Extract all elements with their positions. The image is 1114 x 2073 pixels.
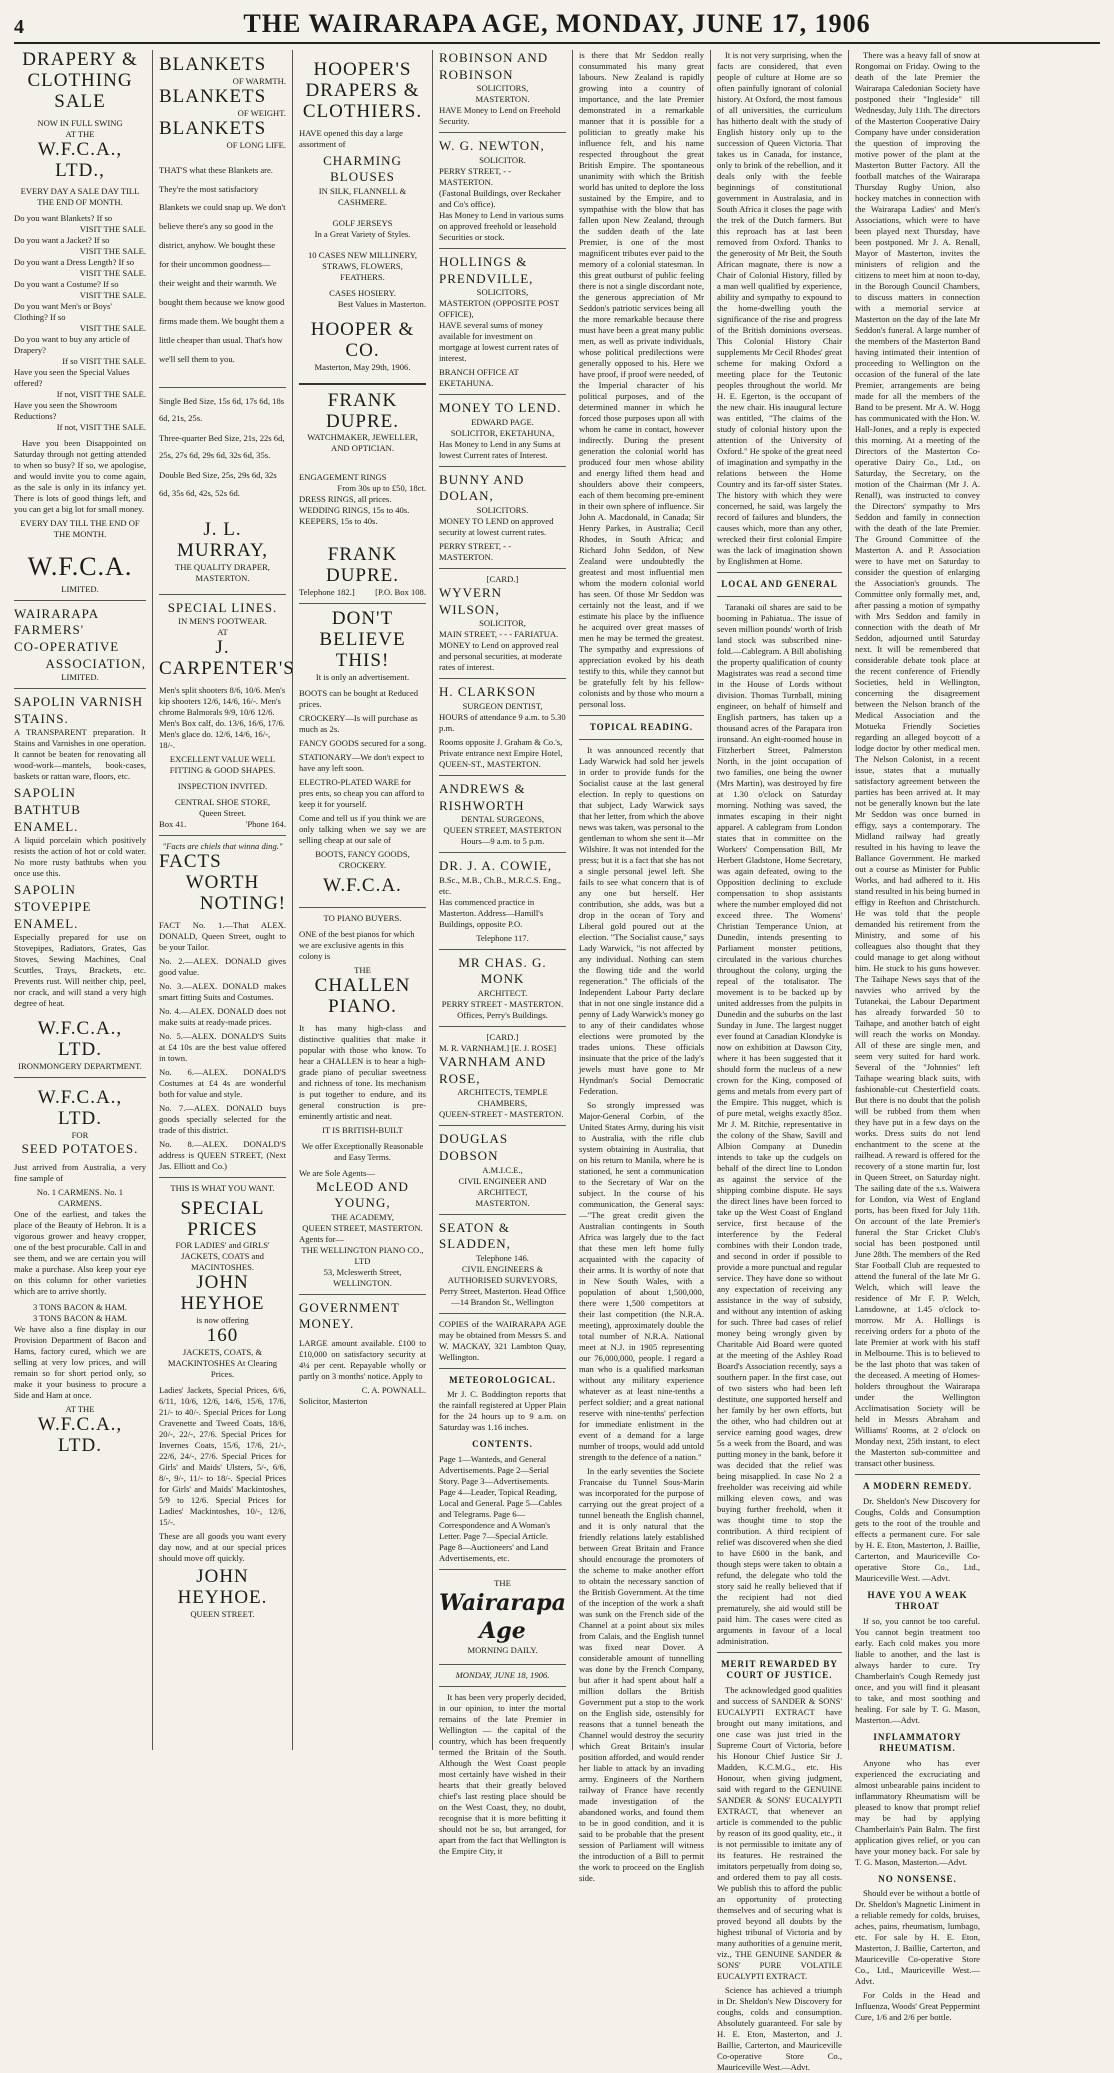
facts-quote: "Facts are chiels that winna ding." — [162, 840, 283, 851]
wyvern-wilson: WYVERN WILSON, — [439, 585, 503, 617]
local-general-heading: LOCAL AND GENERAL — [721, 579, 838, 589]
seed-text-2: One of the earliest, and takes the place of the Beauty of Hebron. It is a vigorous grower and heavy cropper, one of the best procurable. Call in and see them, and we are certain you will make a purchase. Also keep your eye on this column for other varieties which are to arrive shortly. — [14, 1209, 146, 1297]
silk-flannel: IN SILK, FLANNELL & CASHMERE. — [318, 185, 407, 207]
seaton-sub: CIVIL ENGINEERS & AUTHORISED SURVEYORS, — [447, 1263, 558, 1285]
column-6 — [710, 50, 848, 2072]
is-now-offering: is now offering — [196, 1315, 249, 1326]
topical-text-1: It was announced recently that Lady Warwick had sold her jewels in order to provide funds for the Socialist cause at the last general election. In reply to questions on that subject, Lady Warwick says that her letter, from which the above news was taken, was personal to the gentleman to whom she sent it—Mr Wilshire. It was not intended for the press; but it is a fact that she has not a single personal jewel left. She fails to see what concern that is of any one but herself. Her contribution, she adds, was but a drop in the ocean of Tory and Liberal gold poured out at the election. "The Socialist cause," says Lady Warwick, "is not affected by any individual. Nothing can stem the flowing tide and the world regeneration." The officials of the Independent Labour Party declare that in not one single instance did a penny of Lady Warwick's money go to any of their candidates whose elections were promoted by the trades unions. These officials insinuate that the price of the lady's jewels must have gone to Mr Hyndman's Social Democratic Federation. — [579, 744, 704, 1096]
of-warmth: OF WARMTH. — [232, 75, 286, 86]
farmers-label: FARMERS' — [14, 622, 85, 638]
blankets-3: BLANKETS — [159, 117, 267, 139]
facts-heading: FACTS — [159, 850, 222, 872]
seaton-telephone: Telephone 146. — [476, 1252, 529, 1263]
wfca-logo: W.F.C.A. — [27, 552, 133, 582]
hollings-branch: BRANCH OFFICE AT EKETAHUNA. — [439, 367, 519, 389]
blankets-1: BLANKETS — [159, 54, 267, 75]
footwear-list: Men's split shooters 8/6, 10/6. Men's kip shooters 12/6, 14/6, 16/-. Men's chrome Balmorals 9/9, 10/6 12/6. Men's Box calf, do. 13/6, 16/6, 17/6. Men's glace do. 12/6, 14/6, 16/-, 18/-. — [159, 684, 286, 750]
newton-perry: PERRY STREET, - - MASTERTON. — [439, 165, 512, 187]
column-3 — [292, 50, 432, 1750]
newton-solicitor: SOLICITOR. — [479, 154, 526, 165]
clarkson-rooms: Rooms opposite J. Graham & Co.'s, Private entrance next Empire Hotel, QUEEN-ST., MASTERTON. — [439, 736, 563, 769]
weak-throat-text: If so, you cannot be too careful. You cannot begin treatment too early. Each cold makes you more liable to another, and the last is always harder to cure. Try Chamberlain's Cough Remedy just once, and you will find it pleasant to take, and most soothing and healing. For sale by T. G. Mason, Masterton.—Advt. — [855, 1615, 980, 1725]
sapolin-varnish-text: A TRANSPARENT preparation. It Stains and Varnishes in one operation. It cannot be beaten for renovating all wood-work—mantels, book-cases, baskets or rattan ware, floors, etc. — [14, 727, 146, 782]
robinson-solicitors: SOLICITORS, — [476, 83, 529, 94]
fact-3: No. 3.—ALEX. DONALD makes smart fitting Suits and Costumes. — [159, 980, 286, 1002]
wyvern-text: MONEY to Lend on approved real and personal securities, at moderate rates of interest. — [439, 640, 562, 673]
newton-address: (Fastonal Buildings, over Reckaher and Co's office). — [439, 187, 561, 209]
merit-text-2: Science has achieved a triumph in Dr. Sheldon's New Discovery for coughs, colds and consumption. Absolutely guaranteed. For sale by H. E. Eton, Masterton, and J. Baillie, Carterton, and Mauriceville Co-operative Store Co., Mauriceville West.—Advt. — [717, 1984, 842, 2072]
charming-blouses: CHARMING BLOUSES — [323, 152, 402, 185]
worth-heading: WORTH — [185, 871, 260, 893]
column-7 — [848, 50, 986, 2023]
visit-1: VISIT THE SALE. — [79, 224, 146, 235]
heyhoe-name: JOHN HEYHOE — [180, 1272, 265, 1315]
fact-2: No. 2.—ALEX. DONALD gives good value. — [159, 955, 286, 977]
topical-text-3: In the early seventies the Societe Francaise du Tunnel Sous-Marin was incorporated for the purpose of carrying out the great project of a tunnel beneath the English channel, and it is only natural that the friendly relations lately established between Great Britain and France should encourage the promoters of the scheme to make another effort to obtain the necessary sanction of the British Government. At the time of the inception of the work a shaft was sunk on the French side of the Channel at a point about six miles from Calais, and the English tunnel was fixed near Dover. A considerable amount of tunnelling was done by the French Company, but after it had spent about half a million dollars the British Government put a stop to the work on the English side, ostensibly for reasons that a tunnel beneath the Channel would destroy the security which Great Britain's insular position afforded, and would render her liable to attack by an invading army. Engineers of the Northern railway of France have recently made investigation of the abandoned works, and found them to be in good condition, and it is said to be probable that the present session of Parliament will witness the introduction of a Bill to permit the work to proceed on the English side. — [579, 1465, 704, 1883]
dobson-amice: A.M.I.C.E., — [482, 1164, 523, 1175]
hollings-text: HAVE several sums of money available for investment on mortgage at lowest current rates of interest. — [439, 320, 559, 364]
sizes-three-quarter: Three-quarter Bed Size, 21s, 22s 6d, 25s, 27s 6d, 29s 6d, 32s 6d, 35s. — [159, 433, 285, 461]
monk-address: PERRY STREET - MASTERTON. Offices, Perry's Buildings. — [441, 999, 564, 1020]
golf-sub: In a Great Variety of Styles. — [314, 228, 411, 239]
inspection-invited: INSPECTION INVITED. — [177, 780, 268, 791]
dont-believe: DON'T BELIEVE THIS! — [319, 608, 406, 672]
wfca-col3: W.F.C.A. — [323, 874, 402, 896]
seed-text: Just arrived from Australia, a very fine sample of — [14, 1162, 146, 1184]
architect-label: ARCHITECT. — [477, 988, 528, 998]
bunny-text: MONEY TO LEND on approved security at lowest current rates. — [439, 516, 554, 537]
academy-address: QUEEN STREET, MASTERTON. — [302, 1222, 423, 1233]
electro-line: ELECTRO-PLATED WARE for pres ents, so cheap you can afford to keep it for yourself. — [299, 776, 425, 809]
wfca-seed-title: W.F.C.A., LTD. — [37, 1087, 123, 1129]
contents-heading: CONTENTS. — [472, 1439, 533, 1450]
wellington-label: WELLINGTON. — [333, 1277, 392, 1288]
question-7-answer: If not, VISIT THE SALE. — [56, 389, 146, 400]
andrews-address: QUEEN STREET, MASTERTON — [443, 825, 562, 836]
sapolin-bathtub-text: A liquid porcelain which positively resists the action of hot or cold water. No more rusty bathtubs when you once use this. — [14, 835, 146, 879]
millinery: 10 CASES NEW MILLINERY, STRAWS, FLOWERS, FEATHERS. — [307, 249, 418, 282]
of-long-life: OF LONG LIFE. — [226, 139, 286, 150]
copies-notice: COPIES of the WAIRARAPA AGE may be obtained from Messrs S. and W. MACKAY, 321 Lambton Quay, Wellington. — [439, 1318, 566, 1362]
modern-remedy-heading: A MODERN REMEDY. — [863, 1481, 972, 1491]
cowie-title: DR. J. A. COWIE, — [439, 858, 553, 874]
wfca-title: W.F.C.A., LTD., — [37, 138, 123, 181]
clarkson-title: H. CLARKSON — [439, 684, 536, 700]
dress-rings: DRESS RINGS, all prices. — [299, 494, 392, 505]
question-7: Have you seen the Special Values offered? — [14, 367, 130, 389]
special-lines: SPECIAL LINES. — [167, 599, 278, 615]
limited-label-2: LIMITED. — [61, 672, 99, 683]
queen-street-label: Queen Street. — [199, 807, 246, 818]
question-4: Do you want a Costume? If so — [14, 279, 119, 290]
page-text: Has Money to Lend in any Sums at lowest Current rates of Interest. — [439, 438, 561, 460]
merit-heading: MERIT REWARDED BY COURT OF JUSTICE. — [721, 1658, 838, 1681]
piano-text-2: It has many high-class and distinctive qualities that make it popular with those who know. To hear a CHALLEN is to hear a high-grade piano of peculiar sweetness and richness of tone. Its mechanism is put together to endure, and its general construction is pre-eminently artistic and neat. — [299, 1022, 426, 1121]
civil-engineer: CIVIL ENGINEER AND ARCHITECT, — [458, 1175, 547, 1197]
bunny-perry: PERRY STREET, - - MASTERTON. — [439, 541, 512, 562]
dobson-title: DOUGLAS DOBSON — [439, 1131, 509, 1163]
sapolin-stovepipe-heading: SAPOLIN STOVEPIPE ENAMEL. — [14, 882, 92, 931]
wyvern-main-st: MAIN STREET, - - - FARIATUA. — [439, 629, 559, 640]
column-4 — [432, 50, 572, 1857]
bacon-heading-2: 3 TONS BACON & HAM. — [33, 1313, 127, 1324]
age-logo: Wairarapa Age — [439, 1589, 566, 1644]
question-5: Do you want Men's or Boys' Clothing? If so — [14, 301, 112, 323]
local-news-text: There was a heavy fall of snow at Rongomai on Friday. Owing to the death of the late Premier the Wairarapa Caledonian Society have postponed their "Ingleside" till Wednesday, July 11th. The directors of the Masterton Cooperative Dairy Company have under consideration the question of improving the motive power of the plant at the Masterton Butter Factory. All the football matches of the Wairarapa Thursday Rugby Union, also hockey matches in connection with the Wairarapa Ladies' and Men's Associations, which were to have been played next Thursday, have been postponed. Mr J. A. Renall, Mayor of Masterton, invites the ministers of religion and the citizens to meet him at noon to-day, in the Borough Council Chambers, to discuss matters in connection with a memorial service at Masterton on the day of the late Mr Seddon's funeral. A large number of the members of the Masterton Band having intimated their intention of proceeding to Wellington on the occasion of the funeral of the late Premier, arrangements are being made for all the members of the Band to be present. Mr A. W. Hogg has communicated with the Hon. W. Hall-Jones, and a reply is expected this morning. At a meeting of the Directors of the Masterton Co-operative Dairy Co., Ltd., on Saturday, the Secretary, on the motion of the Chairman (Mr J. A. Renall), was instructed to convey the Directors' sympathy to Mrs Seddon and family in connection with the death of the late Premier. The Ground Committee of the Masterton A. and P. Association were to have met on Saturday to consider the question of enlarging the Association's grounds. The Committee only formally met, and, after passing a motion of sympathy with Mrs Seddon and family in connection with the death of Mr Seddon, adjourned until Saturday next. It will be remembered that considerable debate took place at the recent conference of Friendly Societies, held in Wellington, concerning the disagreement between the Nelson branch of the Medical Association and the Motueka Friendly Societies regarding an alleged boycott of a lodge doctor by other medical men. The Nelson Colonist, in a recent issue, states that a mutually satisfactory agreement between the parties has been arrived at. It may not be generally known but the late Mr Seddon was once burned in effigy, says a contemporary. The Midland railway had greatly resulted in his having to leave the Ballance Government. He marked out a course as Minister for Public Works, and had adhered to it. His stand resulted in his being burned in effigy in Reefton and Christchurch. He was told that the people demanded his retirement from the Ministry, and some of his colleagues also thought that they could manage to get along without him. He stuck to his guns however. The Taihape News says that of the navvies who arrived by the Tutanekai, the Labour Department has already forwarded 50 to Taihape, and another batch of eight will reach the works on Monday. All of these are single men, and seem very suited for hard work. Several of the "Johnnies" left Taihape wearing black suits, with fashionable-cut Chesterfield coats. But there is no doubt that the polish will be rubbed from them when they have put in a few days on the works. Dress suits do not lend enchantment to the scene at the railhead. A reward is offered for the recovery of a stone martin fur, lost in Queen Street, on Saturday night. The sailing date of the s.s. Waiwera for London, via West of England ports, has been fixed for July 11th. On account of the late Premier's funeral the Star Cricket Club's social has been postponed until June 28th. The members of the Red Star Football Club are requested to attend the funeral of the late Mr G. Welch, which will leave the residence of Mr F. P. Welch, Lansdowne, at 1.45 o'clock to-morrow. Mr A. Hollings is receiving orders for a photo of the late Premier at work with his staff in Melbourne. This is to believed to be the last photo that was taken of the deceased. A meeting of Homes-holders throughout the Wairarapa under the Wellington Acclimatisation Society will be held in Messrs Abraham and Williams' Rooms, at 2 o'clock on Monday next, 25th instant, to elect the Masterton sub-committee and transact other business. — [855, 50, 980, 1468]
no-nonsense-text: Should ever be without a bottle of Dr. Sheldon's Magnetic Liniment in a reliable remedy for colds, bruises, aches, pains, rheumatism, lumbago, etc. For sale by H. E. Eton, Masterton, J. Baillie, Carterton, and Mauriceville Co-operative Store Co., Ltd., Mauriceville West.—Advt. — [855, 1888, 980, 1987]
bunny-dolan: BUNNY AND DOLAN, — [439, 471, 525, 504]
dental-surgeons: DENTAL SURGEONS, — [460, 814, 545, 825]
seaton-address: Perry Street, Masterton. Head Office—14 Brandon St., Wellington — [439, 1285, 566, 1307]
sole-agents: We are Sole Agents— — [299, 1167, 375, 1178]
contents-list: Page 1—Wanteds, and General Advertisements. Page 2—Serial Story. Page 3—Advertisements. Page 4—Leader, Topical Reading, Local and General. Page 5—Cables and Telegrams. Page 6—Correspondence and A Woman's Letter. Page 7—Special Article. Page 8—Auctioneers' and Land Advertisements, etc. — [439, 1453, 562, 1563]
clarkson-hours: HOURS of attendance 9 a.m. to 5.30 p.m. — [439, 711, 566, 733]
weak-throat-heading: HAVE YOU A WEAK THROAT — [867, 1589, 968, 1612]
bacon-heading: 3 TONS BACON & HAM. — [33, 1302, 127, 1313]
wyvern-solicitor: SOLICITOR, — [479, 618, 526, 629]
page-solicitor: SOLICITOR, EKETAHUNA, — [450, 427, 555, 438]
golf-jerseys: GOLF JERSEYS — [332, 217, 393, 228]
hooper-date: Masterton, May 29th, 1906. — [314, 361, 411, 372]
carpenter-name: J. CARPENTER'S — [159, 637, 295, 680]
fact-7: No. 7.—ALEX. DONALD buys goods specially selected for the trade of this district. — [159, 1102, 286, 1135]
masthead — [14, 10, 1100, 44]
wairarapa-label: WAIRARAPA — [14, 605, 100, 621]
robinson-town: MASTERTON. — [475, 94, 530, 105]
monk-title: MR CHAS. G. MONK — [458, 954, 547, 987]
hosiery: CASES HOSIERY. — [329, 287, 396, 298]
bacon-text: We have also a fine display in our Provision Department of Bacon and Hams, factory cured, which we are selling at very low prices, and will remain so for short period only, so make it your business to procure a Side and Ham at once. — [14, 1324, 146, 1401]
mens-footwear: IN MEN'S FOOTWEAR. — [178, 616, 267, 627]
seed-potatoes-heading: SEED POTATOES. — [21, 1140, 139, 1156]
special-heading: SPECIAL — [180, 1197, 265, 1219]
topical-reading-heading: TOPICAL READING. — [589, 722, 694, 732]
boots-line: BOOTS can be bought at Reduced prices. — [299, 687, 419, 709]
hollings-address: MASTERTON (OPPOSITE POST OFFICE), — [439, 298, 559, 320]
offer-terms: We offer Exceptionally Reasonable and Easy Terms. — [301, 1140, 424, 1162]
keepers: KEEPERS, 15s to 40s. — [299, 516, 378, 527]
dupre-title: FRANK DUPRE. — [325, 389, 400, 432]
leader-text: It has been very properly decided, in our opinion, to inter the mortal remains of the late Premier in Wellington — the capital of the country, which has been frequently termed the Britain of the South. Although the West Coast people most certainly have wished in their hearts that their greatly beloved chief's last resting place should be on the West Coast, they, no doubt, recognise that it is more befitting it should not be so, but arranged, for apart from the fact that Wellington is the Empire City, it — [439, 1692, 566, 1857]
drapery-sub: NOW IN FULL SWING — [37, 117, 123, 128]
sapolin-varnish-heading: SAPOLIN VARNISH STAINS. — [14, 694, 144, 726]
newton-text: Has Money to Lend in various sums on approved freehold or leasehold Securities or stock. — [439, 209, 564, 242]
limited-label: LIMITED. — [61, 583, 99, 594]
come-tell: Come and tell us if you think we are only talking when we say we are selling cheap at our sale of — [299, 812, 426, 845]
sizes-single: Single Bed Size, 15s 6d, 17s 6d, 18s 6d, 21s, 25s. — [159, 395, 285, 423]
ironmongery-label: IRONMONGERY DEPARTMENT. — [18, 1061, 142, 1071]
hoopers-title: HOOPER'S — [313, 59, 412, 80]
the-label: THE — [354, 964, 371, 975]
varnham-names: M. R. VARNHAM.] [E. J. ROSE] — [439, 1043, 557, 1053]
meteorological-text: Mr J. C. Boddington reports that the rainfall registered at Upper Plain for the 24 hours up to 9 a.m. on Saturday was 1.16 inches. — [439, 1389, 566, 1433]
modern-remedy-text: Dr. Sheldon's New Discovery for Coughs, Colds and Consumption gets to the root of the trouble and effects a permanent cure. For sale by H. E. Eton, Masterton, J. Baillie, Carterton, and Mauriceville Co-operative Store Co., Ltd., Mauriceville West. —Advt. — [855, 1495, 980, 1583]
murray-town: MASTERTON. — [195, 572, 250, 583]
every-day: EVERY DAY A SALE DAY TILL THE END OF MONTH. — [20, 186, 140, 208]
government-text: LARGE amount available. £100 to £10,000 on satisfactory security at 4¼ per cent. Repayable wholly or partly on 3 months' notice. Apply to — [299, 1338, 426, 1382]
local-general-text: Taranaki oil shares are said to be booming in Pahiatua.. The issue of seven million pounds' worth of Irish land stock was subscribed nine-fold.—Cablegram. A Bill abolishing the property qualification of county Magistrates was read a second time in the House of Lords without division. Thomas Turnball, mining engineer, on behalf of himself and English partners, has taken up a thousand acres of the Parapara iron ironsand. An eight-roomed house in Fitzherbert Street, Palmerston North, in the joint occupation of two families, one being the owner (Mrs Martin), was destroyed by fire at 1.30 o'clock on Saturday morning. Nothing was saved, the inmates escaping in their night apparel. A cablegram from London states that in committee on the Workers' Compensation Bill, Mr Herbert Gladstone, Home Secretary, was again defeated, owing to the Opposition declining to exclude compensation to shop assistants where the number employed did not exceed three. The Womens' Christian Temperance Union, at Dunedin, intends presenting to Parliament monster petitions, circulated in the various churches throughout the colony, urging the repeal of the totalisator. The movement is to be backed up by united addresses from the pulpits in Dunedin and the suburbs on the last Sunday in June. The largest nugget ever found at Canadian Klondyke is now on exhibition at Dawson City, where it has been suggested that it should form the nucleus of a new crown for the King, composed of gems and metals from every part of the Empire. This nugget, which is of pure metal, weighs exactly 85oz. Mr J. M. Ritchie, representative in the colony of the Shaw, Savill and Albion Company at Dunedin intends to take up the cudgels on behalf of the direct line to London as against the service of the shipping combine dispute. He says the direct lines have been forced to take up the West Coast of England service, first because of the interference by the Federal combines with their London trade, and second in order if possible to provide a more punctual and regular service. They have done so without any expectation of receiving any assistance in the way of subsidy, and without any intention of asking for such. Three bad cases of relief money being wrongly given by Charitable Aid Board were quoted at the meeting of the Ashley Road Board's Association recently, says a southern paper. In the first case, out of two sisters who had been left destitute, one supported herself and her family by her own efforts, but the other, who had children out at service earning good wages, drew 5s a week from the Board, and was putting money in the bank, before it was decided that the relief was being misapplied. In case No 2 a freeholder was receiving aid while milking eleven cows, and was buying further freehold, when it was thought time to stop the contribution. A third recipient of relief was discovered when she died to have £600 in the bank, and though steps were taken to obtain a refund, the delegate who told the story said he really believed that if the recipient had not died prematurely, she aid would still be paid him. The cases were cited as arguments in favour of a local administration. — [717, 601, 842, 1646]
sapolin-bathtub-heading: SAPOLIN BATHTUB ENAMEL. — [14, 785, 81, 834]
varnham-title: VARNHAM AND ROSE, — [439, 1054, 547, 1086]
robinson-text: HAVE Money to Lend on Freehold Security. — [439, 105, 561, 127]
heyhoe-queen-street: QUEEN STREET. — [190, 1608, 255, 1619]
fancy-line: FANCY GOODS secured for a song. — [299, 737, 426, 748]
piano-text: ONE of the best pianos for which we are exclusive agents in this colony is — [299, 928, 415, 961]
at-the-2: AT THE — [65, 1404, 95, 1415]
robinson-title: ROBINSON AND ROBINSON — [439, 50, 549, 82]
box-phone-row — [159, 819, 286, 830]
morning-daily: MORNING DAILY. — [467, 1645, 538, 1656]
fact-6: No. 6.—ALEX. DONALD'S Costumes at £4 4s are wonderful both for value and style. — [159, 1066, 286, 1099]
wfca-final: W.F.C.A., LTD. — [37, 1414, 123, 1457]
fact-8: No. 8.—ALEX. DONALD'S address is QUEEN STREET, (Next Jas. Elliott and Co.) — [159, 1138, 286, 1171]
boots-fancy: BOOTS, FANCY GOODS, CROCKERY. — [315, 848, 410, 870]
dont-believe-sub: It is only an advertisement. — [315, 671, 410, 682]
merit-text: The acknowledged good qualities and success of SANDER & SONS' EUCALYPTI EXTRACT have brought out many imitations, and one case was just tried in the Supreme Court of Victoria, before his Honour Chief Justice Sir J. Madden, K.C.M.G., etc. His Honour, when giving judgment, said with regard to the GENUINE SANDER & SONS' EUCALYPTI EXTRACT, that whenever an article is commended to the public by reason of its good quality, etc., it is not permissible to imitate any of its features. He restrained the imitators perpetually from doing so, and ordered them to pay all costs. We publish this to afford the public an opportunity of protecting themselves and of securing what is proved beyond all doubts by the highest tribunal of Victoria and by many authorities of a genuine merit, viz., THE GENUINE SANDER & SONS' PURE VOLATILE EUCALYPTI EXTRACT. — [717, 1684, 842, 1981]
engagement-rings: ENGAGEMENT RINGS — [299, 472, 387, 483]
seaton-title: SEATON & SLADDEN, — [439, 1219, 511, 1252]
mcleod-young: McLEOD AND YOUNG, — [316, 1178, 409, 1211]
dupre-title-2: FRANK DUPRE. — [325, 544, 400, 587]
hooper-co: HOOPER & CO. — [310, 318, 415, 361]
heyhoe-note: These are all goods you want every day now, and at our special prices should move off quickly. — [159, 1531, 286, 1564]
watchmaker: WATCHMAKER, JEWELLER, AND OPTICIAN. — [307, 432, 418, 454]
andrews-title: ANDREWS & RISHWORTH — [439, 780, 526, 813]
question-8: Have you seen the Showroom Reductions? — [14, 400, 118, 422]
association-label: ASSOCIATION, — [45, 655, 146, 671]
card-label: [CARD.] — [486, 574, 519, 584]
drapers-title: DRAPERS & CLOTHIERS. — [302, 79, 423, 122]
this-is-what: THIS IS WHAT YOU WANT. — [170, 1182, 275, 1193]
rheumatism-text: Anyone who has ever experienced the excruciating and almost unbearable pains incident to inflammatory Rheumatism will be pleased to know that prompt relief may be had by applying Chamberlain's Pain Balm. The first application gives relief, or you can have your money back. For sale by T. G. Mason, Masterton.—Advt. — [855, 1757, 980, 1867]
dupre-pobox: [P.O. Box 108. — [375, 587, 426, 598]
excellent-value: EXCELLENT VALUE WELL FITTING & GOOD SHAPES. — [169, 753, 276, 775]
column-1 — [14, 50, 152, 1750]
at-the: AT THE — [65, 128, 95, 139]
piano-buyers: TO PIANO BUYERS. — [323, 912, 402, 923]
andrews-hours: Hours—9 a.m. to 5 p.m. — [460, 836, 545, 847]
question-1: Do you want Blankets? If so — [14, 213, 113, 224]
sizes-double: Double Bed Size, 25s, 29s 6d, 32s 6d, 35s 6d, 42s, 52s 6d. — [159, 470, 277, 498]
central-shoe-store: CENTRAL SHOE STORE, — [174, 796, 271, 807]
column-5 — [572, 50, 710, 1883]
agents-for: Agents for— — [299, 1233, 345, 1244]
rheumatism-heading: INFLAMMATORY RHEUMATISM. — [873, 1731, 962, 1754]
card-label-2: [CARD.] — [486, 1032, 519, 1042]
cooperative-label: CO-OPERATIVE — [14, 638, 120, 654]
academy: THE ACADEMY, — [331, 1211, 394, 1222]
crockery-line: CROCKERY—Is will purchase as much as 2s. — [299, 712, 418, 734]
visit-3: VISIT THE SALE. — [79, 268, 146, 279]
wellington-piano-co: THE WELLINGTON PIANO CO., LTD — [301, 1244, 424, 1266]
cowie-degrees: B.Sc., M.B., Ch.B., M.R.C.S. Eng., etc. — [439, 874, 562, 896]
wedding-rings: WEDDING RINGS, 15s to 40s. — [299, 505, 410, 516]
hollings-title: HOLLINGS & PRENDVILLE, — [439, 253, 534, 286]
fact-1: FACT No. 1.—That ALEX. DONALD, Queen Street, ought to be your Tailor. — [159, 919, 286, 952]
murray-sub: THE QUALITY DRAPER, — [175, 561, 270, 572]
government-money: GOVERNMENT MONEY. — [299, 1299, 400, 1332]
edward-page: EDWARD PAGE. — [471, 416, 534, 427]
if-so-visit: If so VISIT THE SALE. — [62, 356, 146, 367]
dupre-contact — [299, 587, 426, 598]
blankets-2: BLANKETS — [159, 85, 267, 107]
question-8-answer: If not, VISIT THE SALE. — [56, 422, 146, 433]
page-number: 4 — [14, 16, 24, 38]
visit-2: VISIT THE SALE. — [79, 246, 146, 257]
challen-title: CHALLEN — [314, 974, 411, 996]
pownall-name: C. A. POWNALL. — [361, 1385, 426, 1396]
at-label: AT — [217, 627, 228, 638]
bunny-solicitors: SOLICITORS. — [476, 505, 529, 515]
colds-text: For Colds in the Head and Influenza, Woods' Great Peppermint Cure, 1/6 and 2/6 per bottle. — [855, 1990, 980, 2023]
question-6: Do you want to buy any article of Drapery? — [14, 334, 130, 356]
disappointed-text: Have you been Disappointed on Saturday through not getting attended to when so busy? If so, we apologise, and would invite you to come again, as the sale is only in its infancy yet. There is lots of good things left, and you can get a big lot for small money. — [14, 438, 146, 515]
visit-4: VISIT THE SALE. — [79, 290, 146, 301]
cowie-telephone: Telephone 117. — [476, 932, 529, 943]
heyhoe-name-2: JOHN HEYHOE. — [177, 1566, 268, 1608]
meteorological-heading: METEOROLOGICAL. — [449, 1374, 556, 1385]
piano-title: PIANO. — [328, 995, 397, 1017]
fact-5: No. 5.—ALEX. DONALD'S Suits at £4 10s are the best value offered in town. — [159, 1030, 286, 1063]
newspaper-title: THE WAIRARAPA AGE, MONDAY, JUNE 17, 1906 — [243, 9, 871, 38]
best-values: Best Values in Masterton. — [337, 298, 426, 309]
sapolin-stovepipe-text: Especially prepared for use on Stovepipes, Radiators, Grates, Gas Stoves, Sewing Machines, Coal Scuttles, Trays, Brackets, etc. Prevents rust. Will neither chip, peel, nor crack, and will stand a very high degree of heat. — [14, 932, 146, 1009]
heyhoe-list: Ladies' Jackets, Special Prices, 6/6, 6/11, 10/6, 12/6, 14/6, 15/6, 17/6, 21/- to 40/-. Special Prices for Long Cravenette and Tweed Coats, 18/6, 20/-, 22/-, 27/6. Special Prices for Invernes Coats, 15/6, 17/6, 21/-, 22/6, 24/-, 27/6. Special Prices for Girls' and Maids' Ulsters, 5/-, 6/6, 8/-, 9/-, 11/- to 18/-. Special Prices for Girls' and Maids' Mackintoshes, 5/9 to 12/6. Special Prices for Ladies' Mackintoshes, 10/-, 12/6, 15/-. — [159, 1385, 286, 1528]
wfca-ironmongery-title: W.F.C.A., LTD. — [37, 1018, 123, 1061]
varnham-address: QUEEN-STREET - MASTERTON. — [439, 1109, 564, 1120]
columns — [14, 49, 1100, 2072]
dupre-telephone: Telephone 182.] — [299, 587, 355, 598]
varnham-sub: ARCHITECTS, TEMPLE CHAMBERS, — [457, 1087, 548, 1109]
column-2 — [152, 50, 295, 1750]
fact-4: No. 4.—ALEX. DONALD does not make suits at ready-made prices. — [159, 1005, 286, 1027]
box-number: Box 41. — [159, 818, 187, 829]
hollings-sub: SOLICITORS, — [476, 287, 529, 298]
surgeon-dentist: SURGEON DENTIST, — [462, 700, 543, 711]
pownall-solicitor: Solicitor, Masterton — [299, 1396, 368, 1407]
prices-heading: PRICES — [187, 1218, 258, 1240]
number-160: 160 — [206, 1325, 239, 1347]
phone-number: 'Phone 164. — [245, 818, 286, 829]
issue-date: MONDAY, JUNE 18, 1906. — [455, 1670, 550, 1681]
topical-text-2: So strongly impressed was Major-General Corbin, of the United States Army, during his visit to Australia, with the rifle club system obtaining in Australia, that on his return to Manila, where he is stationed, he sent a communication to the Secretary of War on the subject. In the course of his communication, the General says:—"The great credit given the Australian contingents in South Africa was largely due to the fact that these men left home fully acquainted with the capacity of their arms. It is worthy of note that in New South Wales, with a population of about 1,500,000, there were 1,500 competitors at their last competition (the N.R.A. meeting), approximately double the total number of N.R.A. National meet at N.J. in 1905 representing our 76,000,000, people. I regard a man who is a qualified marksman without any military experience whatever as at least nine-tenths a perfect soldier; and a great national reserve with nine-tenths' perfection for immediate enlistment in the event of a demand for a large number of troops, would add untold strength to the defence of a nation." — [579, 1099, 704, 1462]
british-built: IT IS BRITISH-BUILT — [322, 1124, 403, 1135]
for-label: FOR — [71, 1129, 89, 1140]
no-nonsense-heading: NO NONSENSE. — [878, 1873, 957, 1884]
age-logo-block — [439, 1578, 566, 1656]
visit-5: VISIT THE SALE. — [79, 323, 146, 334]
piano-street: 53, Mcleswerth Street, — [323, 1266, 402, 1277]
leader-continued: is there that Mr Seddon really consummated his many great labours. New Zealand is rapidly growing into a country of importance, and the late Premier demonstrated in a remarkable manner that it is possible for a politician to greatly make his influence felt, and his name respected throughout the great British Empire. The spontaneous unanimity with which the British world has united to deplore the loss sustained by the Empire, and to sympathise with the blow that has fallen upon New Zealand, through the sudden death of the late Premier, is one of the most magnificent tributes ever paid to the memory of a colonial statesman. In this great outburst of public feeling there is not a single discordant note, the generous appreciation of Mr Seddon's patriotic services being all the more remarkable because there must have been a great many public men, as well as private individuals, whose political predilections were generally opposed to his. Here we have proof, if proof were needed, of the Imperial character of his political purposes, and of the determined manner in which he forced those purposes upon all with whom he came in contact, however indirectly. During the present generation the colonial world has produced four men whose ability and energy lifted them head and shoulders above their compeers, each of them becoming pre-eminent in their own sphere of influence. Sir John A. Macdonald, in Canada; Sir Henry Parkes, in Australia; Cecil Rhodes, in South Africa; and Richard John Seddon, of New Zealand were undoubtedly the greatest and most influential men whom the modern colonial world has seen. Of those Mr Seddon was certainly not the least, and if we estimate his place by the influence he acquired over great masses of men he may be termed the greatest. The sympathy and expressions of appreciation evoked by his death testify to this, while they cannot but be gratefully felt by his fellow-colonists and by those who mourn a personal loss. — [579, 50, 704, 709]
dobson-town: MASTERTON. — [475, 1197, 530, 1208]
cowie-text: Has commenced practice in Masterton. Address—Hamill's Buildings, opposite P.O. — [439, 896, 544, 929]
carmens: No. 1 CARMENS. No. 1 CARMENS. — [36, 1187, 124, 1209]
every-day-2: EVERY DAY TILL THE END OF THE MONTH. — [20, 518, 140, 540]
question-3: Do you want a Dress Length? If so — [14, 257, 135, 268]
for-ladies: FOR LADIES' and GIRLS' JACKETS, COATS and MACINTOSHES. — [175, 1240, 270, 1273]
engagement-price: From 30s up to £50, 18ct. — [337, 483, 426, 494]
jackets-label: JACKETS, COATS, & MACKINTOSHES At Clearing Prices. — [167, 1347, 278, 1380]
noting-heading: NOTING! — [199, 892, 286, 914]
logo-the: THE — [494, 1577, 511, 1588]
newton-title: W. G. NEWTON, — [439, 138, 545, 154]
blankets-text: THAT'S what these Blankets are. They're the most satisfactory Blankets we could snap up. We don't believe there's any so good in the district, anyhow. We bought these for their uncommon goodness—their weight and their warmth. We bought them because we know good firms made them. We bought them a little cheaper than usual. That's how we'll sell them to you. — [159, 164, 286, 364]
money-to-lend: MONEY TO LEND. — [439, 400, 562, 416]
hooper-text: HAVE opened this day a large assortment of — [299, 127, 403, 149]
of-weight: OF WEIGHT. — [237, 107, 286, 118]
stationary-line: STATIONARY—We don't expect to have any left soon. — [299, 751, 424, 773]
question-2: Do you want a Jacket? If so — [14, 235, 110, 246]
murray-name: J. L. MURRAY, — [177, 518, 268, 561]
drapery-sale-heading: DRAPERY & CLOTHING SALE — [22, 49, 138, 112]
colonial-history-text: It is not very surprising, when the facts are considered, that even people of culture at Home are so often painfully ignorant of colonial history. At Oxford, the most famous of all universities, the curriculum has hitherto dealt with the study of English history only up to the succession of Queen Victoria. That takes us in Canada, for instance, only to brink of the rebellion, and it deals only with the feeble beginnings of constitutional government in Australasia, and in South Africa it closes the page with the trek of the Dutch farmers. But this reproach has at last been removed from Oxford. Thanks to the generosity of Mr Beit, the South African magnate, there is now a Chair of Colonial History, filled by a man well qualified by experience, ability and sympathy to expound to the home-dwelling youth the significance of the rise and progress of the British dominions overseas. This Colonial History Chair supplements Mr Cecil Rhodes' great scheme for making Oxford a meeting place for the Teutonic peoples throughout the world. Mr H. E. Egerton, is the occupant of the new chair. His inaugural lecture was entitled, "The claims of the study of colonial history upon the attention of the University of Oxford." He spoke of the great need of imagination and sympathy in the relations between the Home Country and its far-off sister States. The history with which they were concerned, he said, was largely the record of failures and blunders, the causes which, more than any other, wrecked their first colonial Empire was the lack of imagination shown by Englishmen at Home. — [717, 50, 842, 566]
